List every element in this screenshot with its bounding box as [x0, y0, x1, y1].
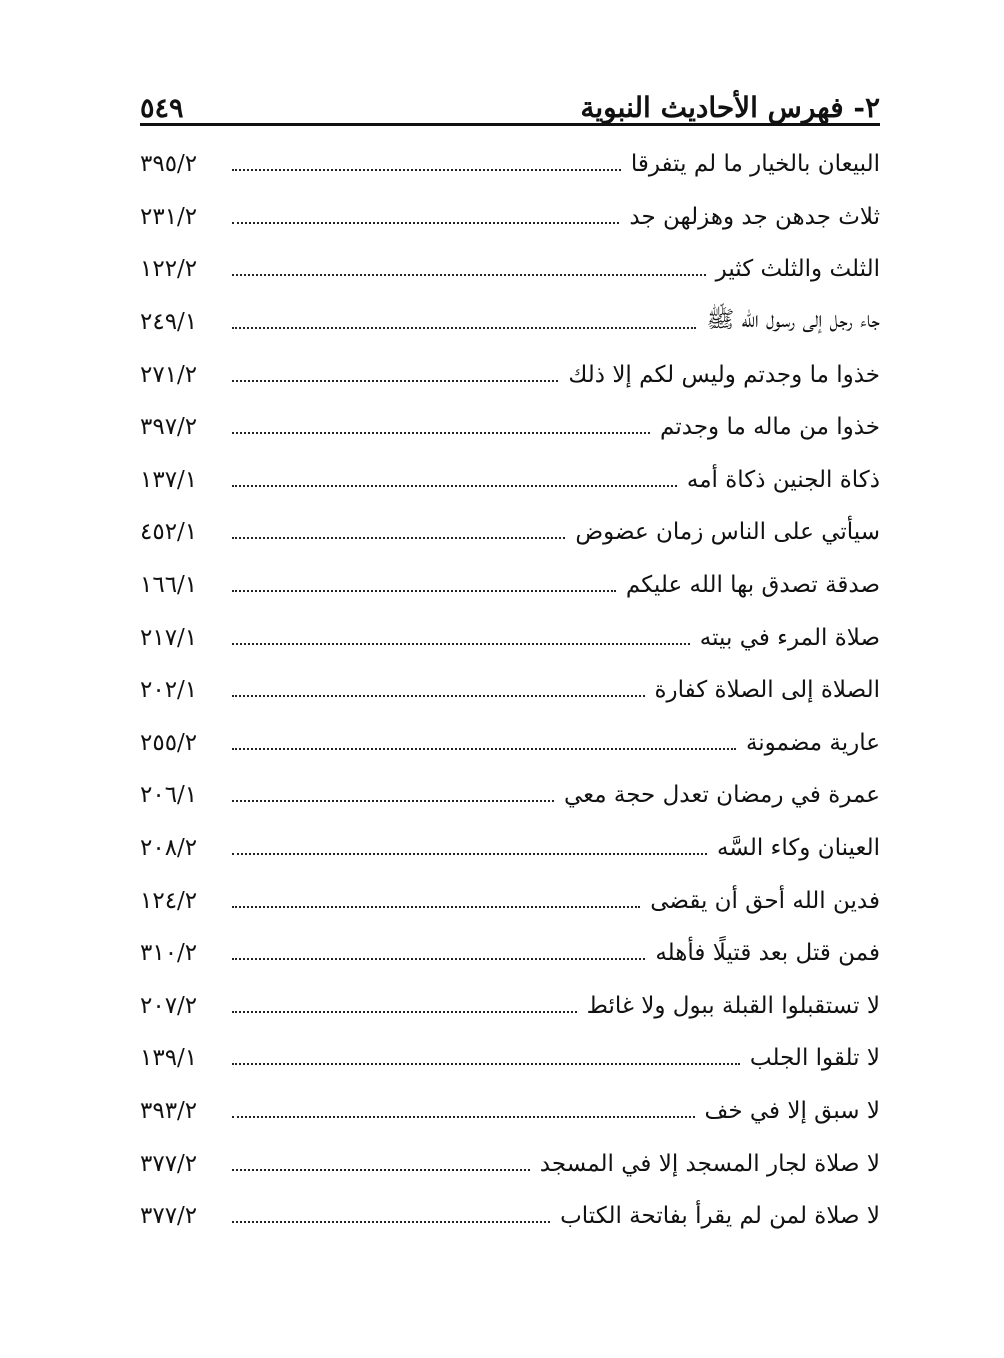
dot-leader — [232, 274, 706, 276]
entry-reference: ٢٣١/٢ — [140, 203, 198, 230]
entry-reference: ٣٩٣/٢ — [140, 1097, 198, 1124]
entry-text: جاء رجل إلى رسول الله ﷺ — [706, 307, 880, 334]
dot-leader — [232, 643, 690, 645]
entry-reference: ٤٥٢/١ — [140, 519, 198, 546]
entry-text: لا سبق إلا في خف — [704, 1097, 880, 1124]
dot-leader — [232, 537, 565, 539]
entry-reference: ٢١٧/١ — [140, 624, 198, 651]
dot-leader — [232, 1116, 695, 1118]
entry-reference: ٢٤٩/١ — [140, 309, 198, 336]
entry-text: الصلاة إلى الصلاة كفارة — [654, 677, 880, 704]
index-entry — [140, 822, 880, 875]
entry-reference: ٢٠٨/٢ — [140, 835, 198, 862]
entry-reference: ٢٧١/٢ — [140, 361, 198, 388]
index-entry — [140, 1032, 880, 1085]
entry-text: فدين الله أحق أن يقضى — [650, 887, 880, 914]
entry-reference: ٣٧٧/٢ — [140, 1150, 198, 1177]
entry-reference: ١٢٢/٢ — [140, 256, 198, 283]
entry-text: العينان وكاء السَّه — [716, 835, 880, 862]
entry-text: سيأتي على الناس زمان عضوض — [575, 519, 880, 546]
dot-leader — [232, 906, 640, 908]
entry-text: خذوا ما وجدتم وليس لكم إلا ذلك — [568, 361, 880, 388]
index-entry — [140, 506, 880, 559]
entry-text: لا صلاة لمن لم يقرأ بفاتحة الكتاب — [560, 1203, 880, 1230]
entry-text: صدقة تصدق بها الله عليكم — [625, 572, 880, 599]
dot-leader — [232, 958, 645, 960]
index-entry — [140, 874, 880, 927]
header-rule — [140, 123, 880, 126]
index-entry — [140, 717, 880, 770]
running-header — [140, 70, 880, 122]
entry-text: فمن قتل بعد قتيلًا فأهله — [655, 940, 880, 967]
index-entry — [140, 769, 880, 822]
entry-reference: ٣٩٧/٢ — [140, 414, 198, 441]
index-entry — [140, 927, 880, 980]
index-entry — [140, 401, 880, 454]
entry-text: عارية مضمونة — [745, 729, 880, 756]
entry-text: لا تلقوا الجلب — [749, 1045, 880, 1072]
entry-reference: ٣١٠/٢ — [140, 940, 198, 967]
entry-text: لا تستقبلوا القبلة ببول ولا غائط — [586, 992, 880, 1019]
entry-text: البيعان بالخيار ما لم يتفرقا — [630, 151, 880, 178]
entry-reference: ٢٠٦/١ — [140, 782, 198, 809]
index-entry — [140, 243, 880, 296]
dot-leader — [232, 695, 645, 697]
entry-reference: ١٦٦/١ — [140, 572, 198, 599]
dot-leader — [232, 380, 558, 382]
index-entry — [140, 348, 880, 401]
dot-leader — [232, 800, 554, 802]
dot-leader — [232, 327, 696, 329]
dot-leader — [232, 590, 616, 592]
page-number: ٥٤٩ — [140, 93, 184, 124]
index-entry — [140, 191, 880, 244]
dot-leader — [232, 169, 621, 171]
dot-leader — [232, 1063, 740, 1065]
entry-reference: ١٢٤/٢ — [140, 887, 198, 914]
entry-reference: ٣٩٥/٢ — [140, 151, 198, 178]
entry-text: ذكاة الجنين ذكاة أمه — [686, 466, 880, 493]
index-entry — [140, 980, 880, 1033]
dot-leader — [232, 853, 707, 855]
page-title: ٢- فهرس الأحاديث النبوية — [580, 91, 880, 124]
dot-leader — [232, 1221, 550, 1223]
entry-text: الثلث والثلث كثير — [715, 256, 880, 283]
index-entry — [140, 611, 880, 664]
index-entry — [140, 1085, 880, 1138]
entry-reference: ٢٥٥/٢ — [140, 729, 198, 756]
index-entry — [140, 559, 880, 612]
index-entry — [140, 454, 880, 507]
entry-reference: ٣٧٧/٢ — [140, 1203, 198, 1230]
entry-reference: ٢٠٢/١ — [140, 677, 198, 704]
dot-leader — [232, 1169, 530, 1171]
index-entry — [140, 1190, 880, 1243]
index-entry — [140, 296, 880, 349]
entry-text: لا صلاة لجار المسجد إلا في المسجد — [539, 1150, 880, 1177]
entry-text: ثلاث جدهن جد وهزلهن جد — [629, 203, 880, 230]
index-entry — [140, 664, 880, 717]
dot-leader — [232, 1011, 577, 1013]
entry-reference: ١٣٧/١ — [140, 466, 198, 493]
entry-reference: ١٣٩/١ — [140, 1045, 198, 1072]
dot-leader — [232, 485, 677, 487]
dot-leader — [232, 432, 650, 434]
entry-text: خذوا من ماله ما وجدتم — [660, 414, 880, 441]
index-entry — [140, 138, 880, 191]
entry-text: صلاة المرء في بيته — [699, 624, 880, 651]
index-entry — [140, 1137, 880, 1190]
entry-reference: ٢٠٧/٢ — [140, 992, 198, 1019]
hadith-index-list — [140, 138, 880, 1242]
dot-leader — [232, 748, 736, 750]
dot-leader — [232, 222, 619, 224]
entry-text: عمرة في رمضان تعدل حجة معي — [563, 782, 880, 809]
